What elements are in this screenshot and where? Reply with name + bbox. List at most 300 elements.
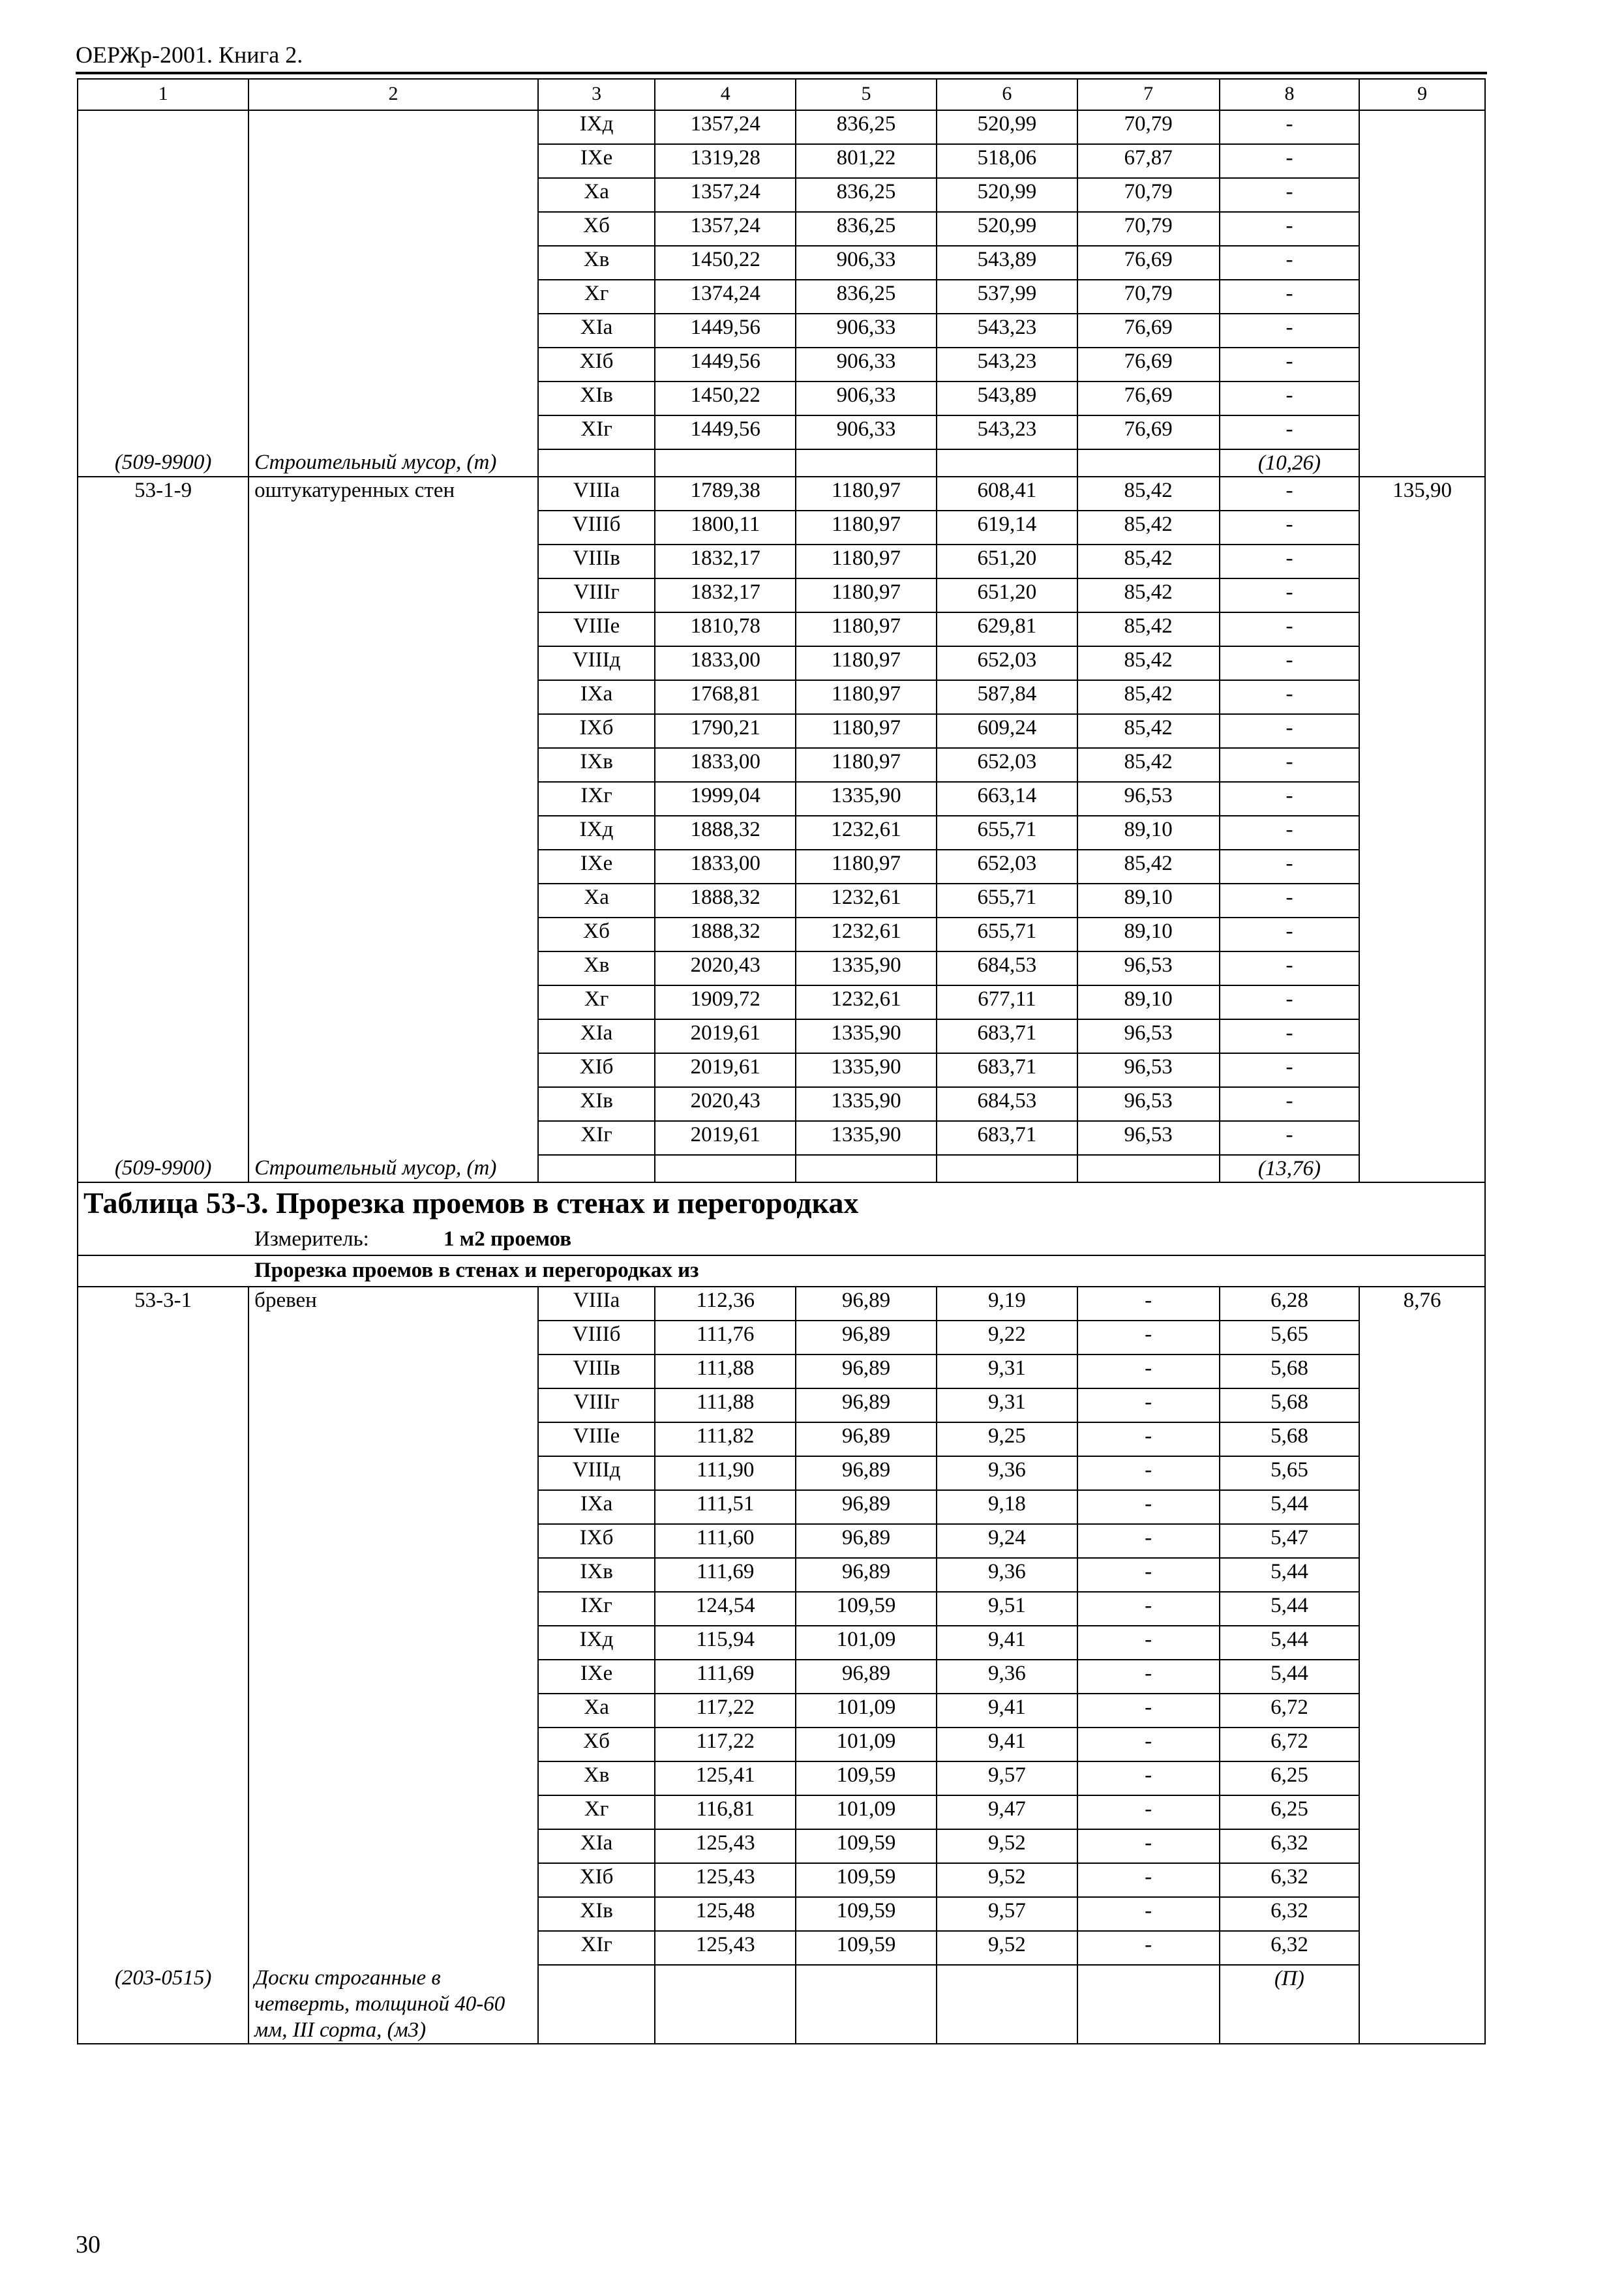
labor-wages: 801,22 bbox=[796, 144, 937, 178]
empty-cell bbox=[796, 449, 937, 477]
machinist-wages: - bbox=[1077, 1863, 1220, 1897]
region-code: VIIIг bbox=[538, 578, 655, 612]
item-name-cell bbox=[248, 612, 538, 646]
region-code: XIг bbox=[538, 415, 655, 449]
item-code-cell bbox=[78, 782, 248, 816]
table-row bbox=[78, 1121, 1485, 1155]
machine-cost: 684,53 bbox=[937, 951, 1077, 985]
item-name-cell bbox=[248, 1121, 538, 1155]
materials-cost: - bbox=[1220, 782, 1360, 816]
labor-hours-cell bbox=[1359, 816, 1485, 850]
labor-hours-cell bbox=[1359, 144, 1485, 178]
table-row bbox=[78, 714, 1485, 748]
machine-cost: 9,31 bbox=[937, 1354, 1077, 1388]
materials-cost: - bbox=[1220, 680, 1360, 714]
materials-cost: - bbox=[1220, 1019, 1360, 1053]
materials-cost: - bbox=[1220, 348, 1360, 382]
region-code: XIа bbox=[538, 1019, 655, 1053]
total-cost: 2019,61 bbox=[655, 1121, 796, 1155]
empty-cell bbox=[1077, 449, 1220, 477]
machinist-wages: 96,53 bbox=[1077, 782, 1220, 816]
item-name-cell bbox=[248, 1897, 538, 1931]
table-row bbox=[78, 1524, 1485, 1558]
machinist-wages: 85,42 bbox=[1077, 748, 1220, 782]
total-cost: 117,22 bbox=[655, 1728, 796, 1761]
labor-hours-cell bbox=[1359, 1795, 1485, 1829]
item-code-cell bbox=[78, 511, 248, 545]
region-code: XIв bbox=[538, 1087, 655, 1121]
document-header-title: ОЕРЖр-2001. Книга 2. bbox=[76, 42, 303, 68]
labor-wages: 1180,97 bbox=[796, 612, 937, 646]
materials-cost: - bbox=[1220, 314, 1360, 348]
materials-cost: - bbox=[1220, 511, 1360, 545]
table-row bbox=[78, 816, 1485, 850]
table-row bbox=[78, 1897, 1485, 1931]
labor-wages: 1180,97 bbox=[796, 714, 937, 748]
item-name-cell bbox=[248, 1795, 538, 1829]
table-row bbox=[78, 680, 1485, 714]
item-code-cell bbox=[78, 850, 248, 884]
materials-cost: 5,44 bbox=[1220, 1626, 1360, 1660]
machine-cost: 9,52 bbox=[937, 1829, 1077, 1863]
machinist-wages: 70,79 bbox=[1077, 212, 1220, 246]
table-row bbox=[78, 850, 1485, 884]
item-code-cell bbox=[78, 348, 248, 382]
region-code: Xг bbox=[538, 985, 655, 1019]
labor-wages: 1180,97 bbox=[796, 545, 937, 578]
total-cost: 1450,22 bbox=[655, 246, 796, 280]
labor-hours-cell bbox=[1359, 110, 1485, 144]
measurer-label: Измеритель: bbox=[254, 1227, 369, 1251]
labor-wages: 109,59 bbox=[796, 1897, 937, 1931]
region-code: VIIIг bbox=[538, 1388, 655, 1422]
item-code-cell bbox=[78, 1728, 248, 1761]
materials-cost: 5,44 bbox=[1220, 1592, 1360, 1626]
materials-cost: - bbox=[1220, 246, 1360, 280]
labor-wages: 1335,90 bbox=[796, 951, 937, 985]
total-cost: 1449,56 bbox=[655, 314, 796, 348]
resource-name: Строительный мусор, (т) bbox=[248, 449, 538, 477]
total-cost: 1833,00 bbox=[655, 850, 796, 884]
labor-wages: 1335,90 bbox=[796, 1019, 937, 1053]
machine-cost: 9,22 bbox=[937, 1321, 1077, 1354]
table-row bbox=[78, 212, 1485, 246]
item-code-cell bbox=[78, 578, 248, 612]
machine-cost: 683,71 bbox=[937, 1019, 1077, 1053]
table-row bbox=[78, 110, 1485, 144]
labor-hours-cell bbox=[1359, 1897, 1485, 1931]
labor-hours-cell bbox=[1359, 348, 1485, 382]
labor-wages: 96,89 bbox=[796, 1354, 937, 1388]
machine-cost: 9,24 bbox=[937, 1524, 1077, 1558]
table-row bbox=[78, 477, 1485, 511]
total-cost: 111,88 bbox=[655, 1388, 796, 1422]
labor-wages: 1335,90 bbox=[796, 1087, 937, 1121]
item-name-cell bbox=[248, 1694, 538, 1728]
item-name-cell bbox=[248, 680, 538, 714]
labor-hours-cell bbox=[1359, 1761, 1485, 1795]
materials-cost: - bbox=[1220, 951, 1360, 985]
machinist-wages: - bbox=[1077, 1321, 1220, 1354]
materials-cost: - bbox=[1220, 280, 1360, 314]
region-code: XIб bbox=[538, 1053, 655, 1087]
item-code-cell bbox=[78, 1626, 248, 1660]
resource-note-row bbox=[78, 449, 1485, 477]
labor-hours-cell bbox=[1359, 1694, 1485, 1728]
machine-cost: 655,71 bbox=[937, 918, 1077, 951]
resource-code: (203-0515) bbox=[78, 1965, 248, 2044]
labor-hours-cell bbox=[1359, 680, 1485, 714]
item-code-cell bbox=[78, 1321, 248, 1354]
labor-hours-cell bbox=[1359, 511, 1485, 545]
labor-wages: 1180,97 bbox=[796, 850, 937, 884]
labor-hours-cell bbox=[1359, 1660, 1485, 1694]
empty-cell bbox=[538, 1965, 655, 2044]
resource-name: Доски строганные в четверть, толщиной 40-60 мм, III сорта, (м3) bbox=[248, 1965, 538, 2044]
table-title-row bbox=[78, 1182, 1485, 1225]
total-cost: 2020,43 bbox=[655, 951, 796, 985]
labor-wages: 906,33 bbox=[796, 246, 937, 280]
total-cost: 1800,11 bbox=[655, 511, 796, 545]
item-name-cell bbox=[248, 1829, 538, 1863]
item-code-cell bbox=[78, 178, 248, 212]
labor-wages: 96,89 bbox=[796, 1422, 937, 1456]
item-code-cell bbox=[78, 1490, 248, 1524]
total-cost: 125,48 bbox=[655, 1897, 796, 1931]
machine-cost: 520,99 bbox=[937, 212, 1077, 246]
item-code-cell bbox=[78, 985, 248, 1019]
total-cost: 111,69 bbox=[655, 1660, 796, 1694]
machine-cost: 9,36 bbox=[937, 1660, 1077, 1694]
materials-cost: - bbox=[1220, 748, 1360, 782]
region-code: IXа bbox=[538, 1490, 655, 1524]
machine-cost: 9,41 bbox=[937, 1728, 1077, 1761]
region-code: IXд bbox=[538, 110, 655, 144]
labor-hours-cell bbox=[1359, 280, 1485, 314]
table-row bbox=[78, 1728, 1485, 1761]
total-cost: 1832,17 bbox=[655, 578, 796, 612]
table-row bbox=[78, 1388, 1485, 1422]
region-code: XIг bbox=[538, 1121, 655, 1155]
item-name-cell bbox=[248, 1863, 538, 1897]
item-name-cell bbox=[248, 246, 538, 280]
table-row bbox=[78, 1490, 1485, 1524]
labor-wages: 906,33 bbox=[796, 314, 937, 348]
item-name-cell bbox=[248, 850, 538, 884]
resource-note-row bbox=[78, 1965, 1485, 2044]
labor-wages: 1180,97 bbox=[796, 578, 937, 612]
item-code-cell bbox=[78, 748, 248, 782]
machine-cost: 543,89 bbox=[937, 382, 1077, 415]
item-code-cell bbox=[78, 1795, 248, 1829]
item-name-cell bbox=[248, 545, 538, 578]
machinist-wages: 89,10 bbox=[1077, 918, 1220, 951]
labor-wages: 96,89 bbox=[796, 1524, 937, 1558]
total-cost: 1357,24 bbox=[655, 212, 796, 246]
item-code-cell bbox=[78, 1660, 248, 1694]
labor-hours-cell bbox=[1359, 1321, 1485, 1354]
labor-hours-cell bbox=[1359, 178, 1485, 212]
labor-wages: 906,33 bbox=[796, 348, 937, 382]
item-code-cell bbox=[78, 212, 248, 246]
item-name-cell bbox=[248, 1761, 538, 1795]
item-name-cell bbox=[248, 1456, 538, 1490]
region-code: VIIIв bbox=[538, 545, 655, 578]
region-code: IXг bbox=[538, 1592, 655, 1626]
machine-cost: 9,36 bbox=[937, 1558, 1077, 1592]
total-cost: 111,69 bbox=[655, 1558, 796, 1592]
machine-cost: 683,71 bbox=[937, 1053, 1077, 1087]
labor-hours-cell bbox=[1359, 1626, 1485, 1660]
labor-hours-cell bbox=[1359, 578, 1485, 612]
labor-hours-cell bbox=[1359, 246, 1485, 280]
item-code-cell bbox=[78, 918, 248, 951]
labor-hours-cell bbox=[1359, 314, 1485, 348]
total-cost: 111,82 bbox=[655, 1422, 796, 1456]
region-code: IXб bbox=[538, 714, 655, 748]
empty-cell bbox=[1077, 1155, 1220, 1182]
machine-cost: 663,14 bbox=[937, 782, 1077, 816]
labor-hours-cell bbox=[1359, 212, 1485, 246]
labor-hours-cell bbox=[1359, 951, 1485, 985]
region-code: IXе bbox=[538, 1660, 655, 1694]
labor-wages: 96,89 bbox=[796, 1490, 937, 1524]
machinist-wages: 70,79 bbox=[1077, 178, 1220, 212]
table-row bbox=[78, 1456, 1485, 1490]
machine-cost: 629,81 bbox=[937, 612, 1077, 646]
labor-wages: 96,89 bbox=[796, 1558, 937, 1592]
labor-hours-cell bbox=[1359, 1155, 1485, 1182]
machinist-wages: 67,87 bbox=[1077, 144, 1220, 178]
table-row bbox=[78, 348, 1485, 382]
labor-wages: 1180,97 bbox=[796, 748, 937, 782]
labor-wages: 101,09 bbox=[796, 1795, 937, 1829]
item-name-cell bbox=[248, 511, 538, 545]
labor-wages: 96,89 bbox=[796, 1388, 937, 1422]
machinist-wages: 70,79 bbox=[1077, 280, 1220, 314]
total-cost: 1449,56 bbox=[655, 348, 796, 382]
item-code-cell bbox=[78, 1354, 248, 1388]
item-code-cell bbox=[78, 680, 248, 714]
machinist-wages: - bbox=[1077, 1354, 1220, 1388]
materials-cost: - bbox=[1220, 918, 1360, 951]
labor-wages: 906,33 bbox=[796, 415, 937, 449]
price-table-body bbox=[78, 79, 1485, 2044]
item-name-cell bbox=[248, 646, 538, 680]
machine-cost: 9,41 bbox=[937, 1626, 1077, 1660]
column-number: 7 bbox=[1077, 79, 1220, 110]
item-code-cell bbox=[78, 1592, 248, 1626]
item-name-cell bbox=[248, 212, 538, 246]
machine-cost: 9,51 bbox=[937, 1592, 1077, 1626]
labor-wages: 1180,97 bbox=[796, 477, 937, 511]
table-row bbox=[78, 511, 1485, 545]
labor-wages: 109,59 bbox=[796, 1863, 937, 1897]
labor-wages: 109,59 bbox=[796, 1829, 937, 1863]
labor-hours-cell: 8,76 bbox=[1359, 1287, 1485, 1321]
machine-cost: 655,71 bbox=[937, 816, 1077, 850]
materials-cost: 5,44 bbox=[1220, 1660, 1360, 1694]
table-row bbox=[78, 178, 1485, 212]
machinist-wages: 76,69 bbox=[1077, 348, 1220, 382]
machine-cost: 543,23 bbox=[937, 348, 1077, 382]
machine-cost: 655,71 bbox=[937, 884, 1077, 918]
materials-cost: 6,25 bbox=[1220, 1761, 1360, 1795]
item-name-cell bbox=[248, 1053, 538, 1087]
labor-wages: 836,25 bbox=[796, 110, 937, 144]
labor-hours-cell bbox=[1359, 1422, 1485, 1456]
total-cost: 1357,24 bbox=[655, 110, 796, 144]
region-code: IXе bbox=[538, 850, 655, 884]
machine-cost: 608,41 bbox=[937, 477, 1077, 511]
machine-cost: 609,24 bbox=[937, 714, 1077, 748]
materials-cost: 5,68 bbox=[1220, 1354, 1360, 1388]
table-row bbox=[78, 246, 1485, 280]
labor-hours-cell bbox=[1359, 1087, 1485, 1121]
table-row bbox=[78, 1931, 1485, 1965]
machine-cost: 652,03 bbox=[937, 850, 1077, 884]
labor-hours-cell bbox=[1359, 646, 1485, 680]
item-code-cell bbox=[78, 1524, 248, 1558]
item-code-cell bbox=[78, 1422, 248, 1456]
item-name-cell bbox=[248, 382, 538, 415]
machinist-wages: 85,42 bbox=[1077, 850, 1220, 884]
total-cost: 125,43 bbox=[655, 1829, 796, 1863]
machinist-wages: - bbox=[1077, 1694, 1220, 1728]
machinist-wages: - bbox=[1077, 1897, 1220, 1931]
item-name-cell bbox=[248, 348, 538, 382]
labor-wages: 1232,61 bbox=[796, 884, 937, 918]
labor-wages: 1335,90 bbox=[796, 782, 937, 816]
item-code-cell bbox=[78, 1761, 248, 1795]
materials-cost: - bbox=[1220, 1121, 1360, 1155]
total-cost: 2019,61 bbox=[655, 1019, 796, 1053]
total-cost: 125,43 bbox=[655, 1931, 796, 1965]
labor-wages: 836,25 bbox=[796, 212, 937, 246]
machinist-wages: 96,53 bbox=[1077, 951, 1220, 985]
machine-cost: 543,23 bbox=[937, 314, 1077, 348]
labor-wages: 1180,97 bbox=[796, 646, 937, 680]
table-row bbox=[78, 951, 1485, 985]
item-name-cell bbox=[248, 714, 538, 748]
table-row bbox=[78, 144, 1485, 178]
total-cost: 1374,24 bbox=[655, 280, 796, 314]
labor-hours-cell bbox=[1359, 545, 1485, 578]
machine-cost: 9,25 bbox=[937, 1422, 1077, 1456]
labor-wages: 1180,97 bbox=[796, 511, 937, 545]
machinist-wages: - bbox=[1077, 1626, 1220, 1660]
materials-cost: 6,72 bbox=[1220, 1728, 1360, 1761]
region-code: IXб bbox=[538, 1524, 655, 1558]
item-name-cell bbox=[248, 1728, 538, 1761]
item-name-cell bbox=[248, 1321, 538, 1354]
labor-hours-cell bbox=[1359, 1558, 1485, 1592]
item-code-cell bbox=[78, 1897, 248, 1931]
table-row bbox=[78, 1863, 1485, 1897]
labor-wages: 836,25 bbox=[796, 280, 937, 314]
machinist-wages: - bbox=[1077, 1660, 1220, 1694]
item-name-cell bbox=[248, 314, 538, 348]
machinist-wages: - bbox=[1077, 1829, 1220, 1863]
labor-wages: 96,89 bbox=[796, 1660, 937, 1694]
item-code-cell bbox=[78, 714, 248, 748]
machine-cost: 9,52 bbox=[937, 1863, 1077, 1897]
labor-wages: 1232,61 bbox=[796, 985, 937, 1019]
item-code-cell: 53-3-1 bbox=[78, 1287, 248, 1321]
total-cost: 1832,17 bbox=[655, 545, 796, 578]
item-code-cell bbox=[78, 646, 248, 680]
labor-hours-cell bbox=[1359, 382, 1485, 415]
item-name-cell bbox=[248, 1524, 538, 1558]
materials-cost: - bbox=[1220, 850, 1360, 884]
region-code: XIб bbox=[538, 1863, 655, 1897]
machinist-wages: - bbox=[1077, 1558, 1220, 1592]
item-code-cell bbox=[78, 110, 248, 144]
materials-cost: - bbox=[1220, 646, 1360, 680]
total-cost: 125,41 bbox=[655, 1761, 796, 1795]
table-row bbox=[78, 382, 1485, 415]
table-row bbox=[78, 1761, 1485, 1795]
table-row bbox=[78, 782, 1485, 816]
labor-hours-cell bbox=[1359, 1965, 1485, 2044]
total-cost: 111,76 bbox=[655, 1321, 796, 1354]
materials-cost: 6,32 bbox=[1220, 1931, 1360, 1965]
labor-wages: 109,59 bbox=[796, 1931, 937, 1965]
empty-cell bbox=[655, 1155, 796, 1182]
machinist-wages: 85,42 bbox=[1077, 646, 1220, 680]
machine-cost: 677,11 bbox=[937, 985, 1077, 1019]
region-code: VIIIб bbox=[538, 1321, 655, 1354]
machine-cost: 9,52 bbox=[937, 1931, 1077, 1965]
machine-cost: 520,99 bbox=[937, 178, 1077, 212]
labor-hours-cell bbox=[1359, 1354, 1485, 1388]
item-name-cell bbox=[248, 280, 538, 314]
machine-cost: 619,14 bbox=[937, 511, 1077, 545]
machinist-wages: 89,10 bbox=[1077, 816, 1220, 850]
table-row bbox=[78, 1354, 1485, 1388]
machine-cost: 9,31 bbox=[937, 1388, 1077, 1422]
item-name-cell bbox=[248, 782, 538, 816]
column-number: 4 bbox=[655, 79, 796, 110]
labor-hours-cell bbox=[1359, 1931, 1485, 1965]
item-name-cell: бревен bbox=[248, 1287, 538, 1321]
machinist-wages: 85,42 bbox=[1077, 545, 1220, 578]
price-table bbox=[77, 78, 1486, 2044]
total-cost: 125,43 bbox=[655, 1863, 796, 1897]
materials-cost: - bbox=[1220, 415, 1360, 449]
total-cost: 111,90 bbox=[655, 1456, 796, 1490]
labor-hours-cell bbox=[1359, 1728, 1485, 1761]
item-name-cell bbox=[248, 816, 538, 850]
machine-cost: 683,71 bbox=[937, 1121, 1077, 1155]
region-code: Xа bbox=[538, 178, 655, 212]
region-code: XIв bbox=[538, 1897, 655, 1931]
materials-cost: 6,28 bbox=[1220, 1287, 1360, 1321]
table-row bbox=[78, 1422, 1485, 1456]
labor-hours-cell bbox=[1359, 1388, 1485, 1422]
region-code: VIIIе bbox=[538, 1422, 655, 1456]
labor-wages: 1232,61 bbox=[796, 918, 937, 951]
table-row bbox=[78, 1087, 1485, 1121]
region-code: IXд bbox=[538, 816, 655, 850]
empty-cell bbox=[796, 1155, 937, 1182]
table-row bbox=[78, 1829, 1485, 1863]
machine-cost: 652,03 bbox=[937, 748, 1077, 782]
region-code: Xг bbox=[538, 1795, 655, 1829]
item-name-cell bbox=[248, 1558, 538, 1592]
table-row bbox=[78, 646, 1485, 680]
total-cost: 1319,28 bbox=[655, 144, 796, 178]
